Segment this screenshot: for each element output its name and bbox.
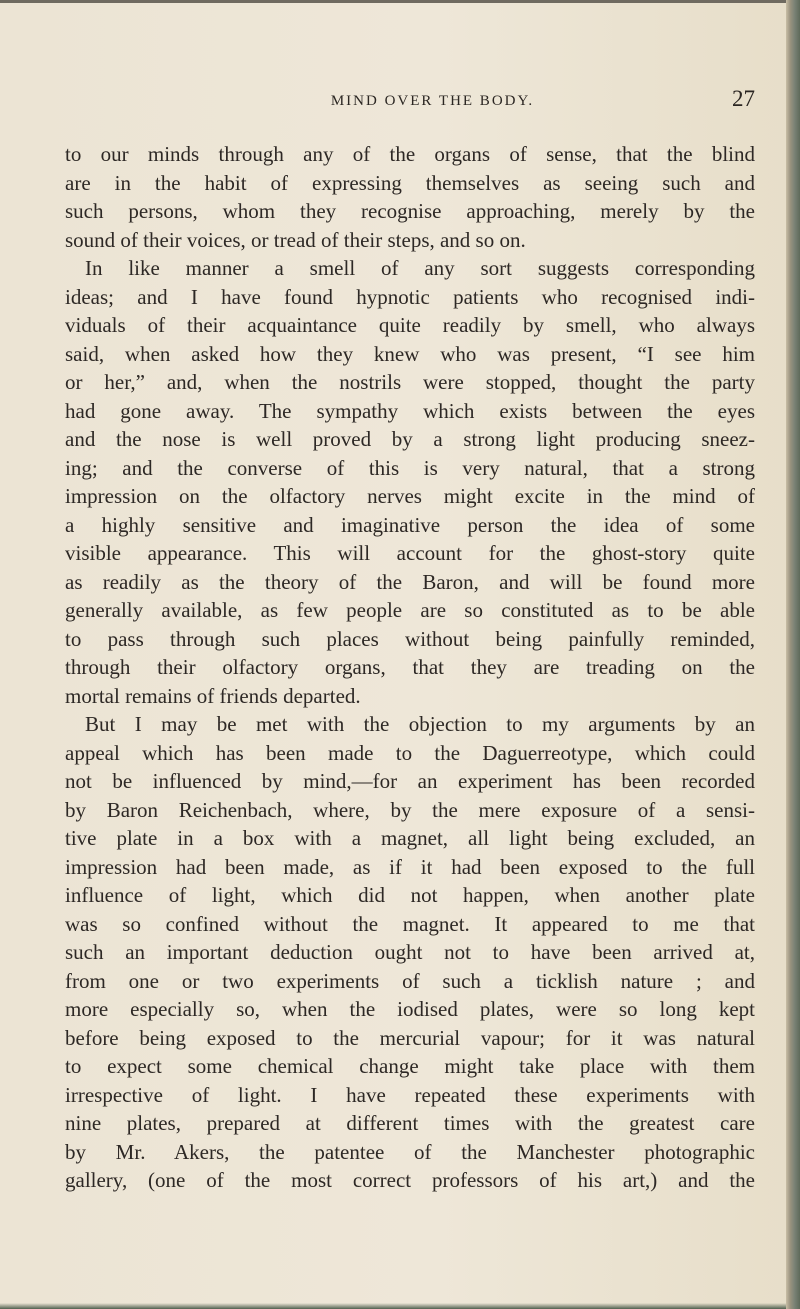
text-line: are in the habit of expressing themselves as seeing such and <box>65 170 755 195</box>
running-head <box>110 86 755 116</box>
text-line: sound of their voices, or tread of their steps, and so on. <box>65 227 526 252</box>
text-line: viduals of their acquaintance quite readily by smell, who always <box>65 313 755 337</box>
text-line: such an important deduction ought not to have been arrived at, <box>65 940 755 964</box>
running-title: MIND OVER THE BODY. <box>330 93 535 109</box>
text-line: had gone away. The sympathy which exists between the eyes <box>65 398 755 423</box>
text-line: as readily as the theory of the Baron, and will be found more <box>65 569 755 594</box>
text-line: to our minds through any of the organs of sense, that the blind <box>65 142 755 166</box>
text-line: through their olfactory organs, that they are treading on the <box>65 655 755 679</box>
text-line: visible appearance. This will account for the ghost-story quite <box>65 541 755 565</box>
page-bottom-edge <box>0 1303 790 1309</box>
text-line: tive plate in a box with a magnet, all light being excluded, an <box>65 826 755 850</box>
text-line: was so confined without the magnet. It appeared to me that <box>65 911 755 936</box>
text-line: ideas; and I have found hypnotic patients who recognised indi- <box>65 284 755 309</box>
text-line: to pass through such places without being painfully reminded, <box>65 626 755 651</box>
page-number: 27 <box>732 86 755 111</box>
text-line: gallery, (one of the most correct professors of his art,) and the <box>65 1168 755 1192</box>
text-line: not be influenced by mind,—for an experiment has been recorded <box>65 769 755 793</box>
text-line: said, when asked how they knew who was present, “I see him <box>65 341 755 366</box>
text-line: such persons, whom they recognise approaching, merely by the <box>65 199 755 223</box>
text-line: by Baron Reichenbach, where, by the mere exposure of a sensi- <box>65 797 755 822</box>
text-line: ing; and the converse of this is very natural, that a strong <box>65 455 755 480</box>
page-top-edge <box>0 0 790 3</box>
text-line: mortal remains of friends departed. <box>65 683 361 708</box>
text-line: impression on the olfactory nerves might excite in the mind of <box>65 484 755 508</box>
text-line: before being exposed to the mercurial vapour; for it was natural <box>65 1025 755 1050</box>
text-line: or her,” and, when the nostrils were stopped, thought the party <box>65 370 755 394</box>
book-spine-edge <box>786 0 800 1309</box>
text-line: In like manner a smell of any sort suggests corresponding <box>85 256 755 280</box>
body-text <box>65 140 755 1195</box>
text-line: influence of light, which did not happen, when another plate <box>65 883 755 907</box>
text-line: by Mr. Akers, the patentee of the Manchester photographic <box>65 1139 755 1164</box>
text-line: appeal which has been made to the Daguerreotype, which could <box>65 740 755 765</box>
text-line: impression had been made, as if it had been exposed to the full <box>65 854 755 879</box>
text-line: to expect some chemical change might take place with them <box>65 1054 755 1078</box>
text-line: more especially so, when the iodised plates, were so long kept <box>65 997 755 1021</box>
text-line: a highly sensitive and imaginative person the idea of some <box>65 512 755 537</box>
text-line: But I may be met with the objection to my arguments by an <box>85 712 755 736</box>
text-line: from one or two experiments of such a ticklish nature ; and <box>65 968 755 993</box>
text-line: and the nose is well proved by a strong light producing sneez- <box>65 427 755 451</box>
text-line: nine plates, prepared at different times with the greatest care <box>65 1111 755 1135</box>
text-line: irrespective of light. I have repeated these experiments with <box>65 1082 755 1107</box>
text-line: generally available, as few people are so constituted as to be able <box>65 598 755 622</box>
